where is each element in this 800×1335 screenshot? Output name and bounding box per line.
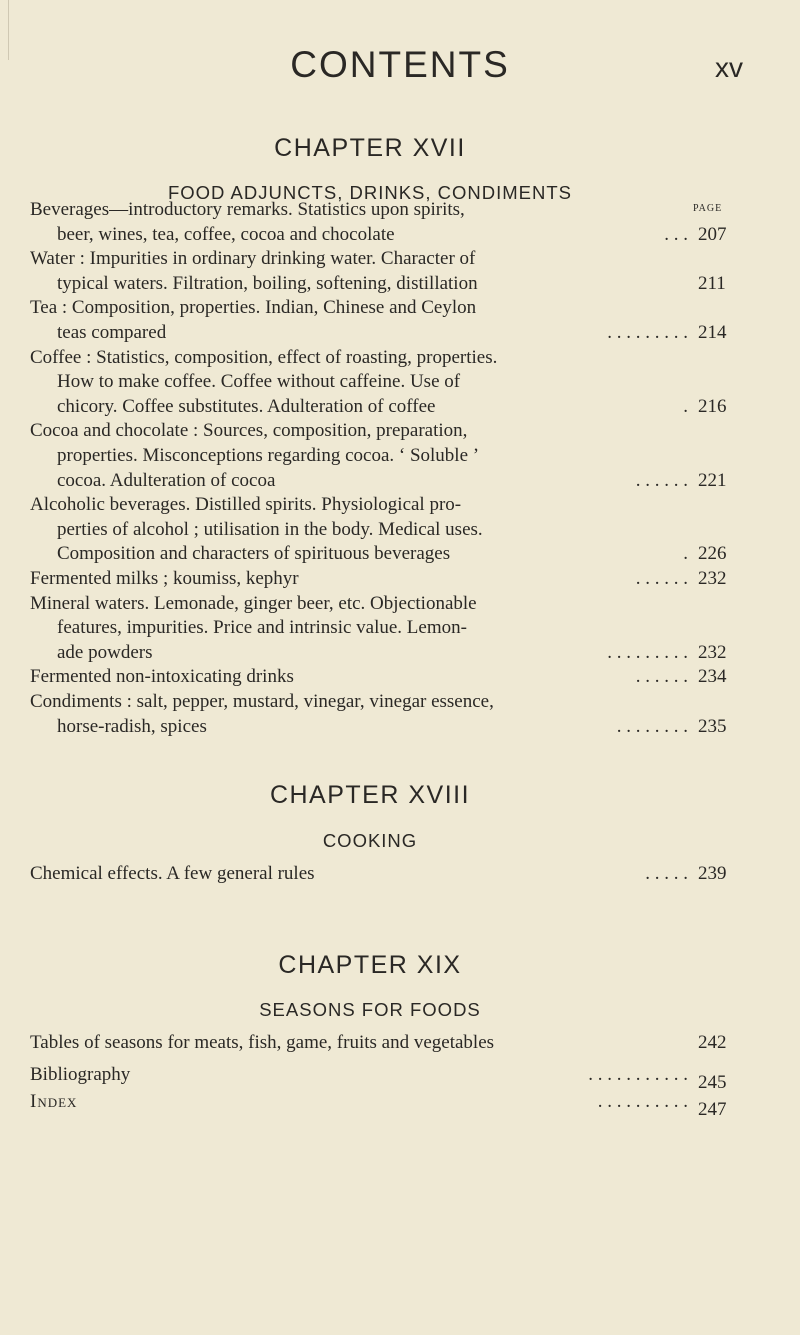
leader-dots: . . . . . . bbox=[635, 666, 688, 688]
toc-entry-text: Beverages—introductory remarks. Statistics upon spirits, bbox=[30, 199, 465, 220]
bibliography-label: Bibliography bbox=[30, 1064, 131, 1085]
page-number: 216 bbox=[698, 395, 727, 417]
toc-entry-text: Tables of seasons for meats, fish, game, fruits and vegetables bbox=[30, 1032, 495, 1053]
toc-entry-text: Chemical effects. A few general rules bbox=[30, 863, 315, 884]
toc-entry-text: Coffee : Statistics, composition, effect of roasting, properties. bbox=[30, 346, 498, 368]
page-number: 234 bbox=[698, 666, 727, 688]
leader-dots: . . . . . . . . . . . bbox=[588, 1064, 688, 1085]
leader-dots: . . . . . . . . . bbox=[607, 322, 688, 343]
page-number: 247 bbox=[698, 1099, 727, 1120]
index-label: Index bbox=[30, 1091, 78, 1112]
page-number: 211 bbox=[698, 272, 726, 294]
toc-entry-text: Fermented non-intoxicating drinks bbox=[30, 666, 294, 688]
toc-entry-text: Cocoa and chocolate : Sources, composition, preparation, bbox=[30, 420, 468, 442]
toc-entry-text: cocoa. Adulteration of cocoa bbox=[57, 469, 276, 491]
toc-entry-text: typical waters. Filtration, boiling, softening, distillation bbox=[57, 272, 478, 294]
chapter-17-subtitle: FOOD ADJUNCTS, DRINKS, CONDIMENTS bbox=[167, 182, 573, 203]
chapter-18-heading: CHAPTER XVIII bbox=[269, 781, 471, 809]
leader-dots: . . . . . . . . . . bbox=[597, 1091, 688, 1112]
toc-entry-text: horse-radish, spices bbox=[57, 715, 207, 737]
page-number: 245 bbox=[698, 1072, 727, 1093]
page-number: 226 bbox=[698, 543, 727, 565]
page-title: CONTENTS bbox=[290, 44, 510, 85]
toc-entry-text: Alcoholic beverages. Distilled spirits. Physiological pro- bbox=[30, 494, 462, 516]
leader-dots: . bbox=[683, 395, 688, 417]
toc-entry-text: Mineral waters. Lemonade, ginger beer, etc. Objectionable bbox=[30, 592, 477, 614]
toc-entry-text: chicory. Coffee substitutes. Adulteration of coffee bbox=[57, 395, 436, 417]
page-number: 221 bbox=[698, 469, 727, 491]
chapter-19-subtitle: SEASONS FOR FOODS bbox=[259, 999, 481, 1020]
toc-entry-text: Composition and characters of spirituous beverages bbox=[57, 543, 451, 565]
page-number: 207 bbox=[698, 223, 727, 245]
running-head bbox=[0, 44, 800, 94]
toc-entry-text: Tea : Composition, properties. Indian, Chinese and Ceylon bbox=[30, 297, 477, 319]
toc-entry-text: How to make coffee. Coffee without caffeine. Use of bbox=[57, 371, 461, 393]
leader-dots: . . . . . . bbox=[635, 469, 688, 491]
page-number: 214 bbox=[698, 322, 727, 343]
leader-dots: . . . . . . bbox=[635, 568, 688, 589]
chapter-17-heading: CHAPTER XVII bbox=[274, 134, 466, 162]
toc-entry-text: Fermented milks ; koumiss, kephyr bbox=[30, 568, 299, 589]
toc-entry-text: perties of alcohol ; utilisation in the body. Medical uses. bbox=[57, 518, 483, 540]
toc-entry-text: beer, wines, tea, coffee, cocoa and chocolate bbox=[57, 223, 395, 245]
leader-dots: . . . bbox=[664, 223, 688, 245]
page-column-label: PAGE bbox=[693, 203, 723, 214]
folio-number: xv bbox=[715, 52, 743, 83]
chapter-18-subtitle: COOKING bbox=[322, 830, 418, 851]
page-number: 239 bbox=[698, 863, 727, 884]
leader-dots: . . . . . bbox=[645, 863, 688, 884]
toc-entry-text: features, impurities. Price and intrinsic value. Lemon- bbox=[57, 617, 467, 639]
leader-dots: . bbox=[683, 543, 688, 565]
toc-entry-text: teas compared bbox=[57, 322, 167, 343]
leader-dots: . . . . . . . . . bbox=[607, 641, 688, 663]
toc-entry-text: Water : Impurities in ordinary drinking water. Character of bbox=[30, 248, 476, 270]
page-number: 242 bbox=[698, 1032, 727, 1053]
leader-dots: . . . . . . . . bbox=[616, 715, 688, 737]
page-number: 235 bbox=[698, 715, 727, 737]
page-number: 232 bbox=[698, 641, 727, 663]
toc-entry-text: ade powders bbox=[57, 641, 153, 663]
toc-entry-text: properties. Misconceptions regarding cocoa. ‘ Soluble ’ bbox=[57, 445, 480, 466]
chapter-19-heading: CHAPTER XIX bbox=[278, 951, 462, 979]
toc-entry-text: Condiments : salt, pepper, mustard, vinegar, vinegar essence, bbox=[30, 691, 494, 712]
page-number: 232 bbox=[698, 568, 727, 589]
